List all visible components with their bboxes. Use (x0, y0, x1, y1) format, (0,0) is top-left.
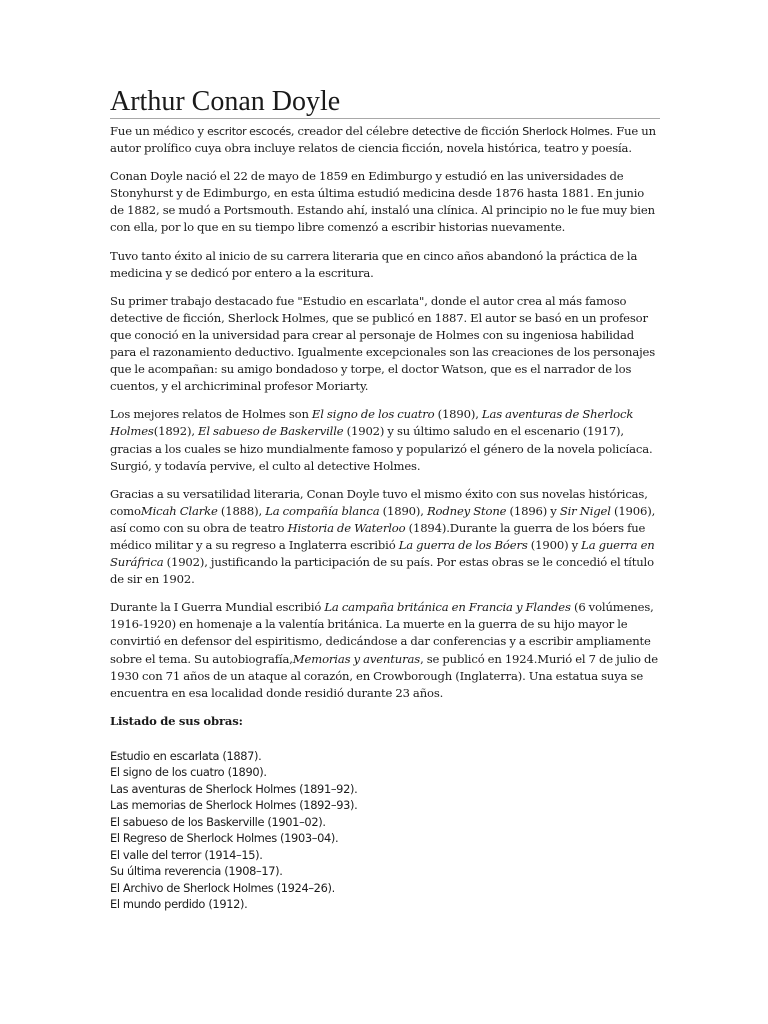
text-run: (1902), justificando la participación de su país. Por estas obras se le concedió el título de sir en 1902. (110, 555, 654, 587)
book-title: Sir Nigel (559, 503, 611, 518)
book-title: Memorias y aventuras (292, 651, 421, 666)
text-run: (1888), (217, 503, 266, 518)
intro-text: Fue un médico y (110, 124, 208, 138)
text-run: Los mejores relatos de Holmes son (110, 407, 312, 422)
first-work-paragraph: Su primer trabajo destacado fue "Estudio en escarlata", donde el autor crea al más famoso detective de ficción, Sherlock Holmes, que se publicó en 1887. El autor se basó en un profesor que conoció en la universidad para crear al personaje de Holmes con su ingeniosa habilidad para el razonamiento deductivo. Igualmente excepcionales son las creaciones de los personajes que le acompañan: su amigo bondadoso y torpe, el doctor Watson, que es el narrador de los cuentos, y el archicriminal profesor Moriarty. (110, 293, 656, 394)
text-run: (6 volúmenes, 1916-1920) en homenaje a la valentía británica. La muerte en la guerra de su hijo mayor le convirtió en defensor del espiritismo, dedicándose a dar conferencias y a escribir ampliamente sobre el tema. Su autobiografía, (110, 600, 654, 666)
book-title: Micah Clarke (140, 503, 218, 518)
book-title: El sabueso de Baskerville (198, 424, 344, 439)
intro-link-detective[interactable]: detective (411, 125, 461, 138)
works-list-item: El sabueso de los Baskerville (1901–02). (110, 814, 326, 829)
text-run: (1896) y (506, 503, 560, 518)
works-list-item: Estudio en escarlata (1887). (110, 748, 262, 763)
works-list-item: El mundo perdido (1912). (110, 897, 248, 912)
intro-link-escritor[interactable]: escritor escocés (207, 125, 291, 138)
text-run: (1902) y su último saludo en el escenario (1917), gracias a los cuales se hizo mundialmente famoso y popularizó el género de la novela policíaca. Surgió, y todavía pervive, el culto al detective Holmes. (110, 424, 653, 473)
works-heading: Listado de sus obras: (110, 713, 243, 728)
text-run: Gracias a su versatilidad literaria, Conan Doyle tuvo el mismo éxito con sus novelas históricas, como (110, 486, 648, 518)
book-title: Las aventuras de Sherlock Holmes (110, 407, 634, 439)
text-run: (1890), (379, 503, 427, 518)
book-title: La compañía blanca (265, 503, 380, 518)
book-title: La guerra de los Bóers (398, 537, 528, 552)
book-title: El signo de los cuatro (311, 407, 435, 422)
versatility-paragraph (110, 486, 660, 589)
page-title: Arthur Conan Doyle (110, 86, 660, 119)
works-list-item: El Archivo de Sherlock Holmes (1924–26). (110, 880, 335, 895)
works-list-item: El Regreso de Sherlock Holmes (1903–04). (110, 831, 339, 846)
works-list (110, 748, 660, 913)
text-run: , se publicó en 1924.Murió el 7 de julio de 1930 con 71 años de un ataque al corazón, en Crowborough (Inglaterra). Una estatua suya se encuentra en esa localidad donde residió durante 23 años. (110, 651, 658, 700)
works-list-item: El valle del terror (1914–15). (110, 847, 263, 862)
intro-paragraph (110, 123, 660, 157)
works-list-item: El signo de los cuatro (1890). (110, 765, 267, 780)
intro-link-sherlock[interactable]: Sherlock Holmes (522, 125, 610, 138)
text-run: (1906), así como con su obra de teatro (110, 503, 656, 535)
intro-text: de ficción (460, 124, 523, 138)
text-run: (1890), (434, 407, 482, 422)
book-title: La campaña británica en Francia y Flandes (324, 600, 571, 615)
text-run: Durante la I Guerra Mundial escribió (110, 600, 325, 615)
intro-text: . Fue un autor prolífico cuya obra incluye relatos de ciencia ficción, novela histórica, teatro y poesía. (110, 124, 656, 156)
works-list-item: Las aventuras de Sherlock Holmes (1891–92). (110, 781, 358, 796)
book-title: La guerra en Suráfrica (110, 537, 655, 570)
works-list-item: Las memorias de Sherlock Holmes (1892–93). (110, 798, 358, 813)
text-run: (1892), (153, 424, 199, 439)
book-title: Historia de Waterloo (287, 520, 406, 535)
document-body (110, 86, 660, 913)
birth-paragraph: Conan Doyle nació el 22 de mayo de 1859 en Edimburgo y estudió en las universidades de Stonyhurst y de Edimburgo, en esta última estudió medicina desde 1876 hasta 1881. En junio de 1882, se mudó a Portsmouth. Estando ahí, instaló una clínica. Al principio no le fue muy bien con ella, por lo que en su tiempo libre comenzó a escribir historias nuevamente. (110, 169, 655, 235)
intro-text: , creador del célebre (290, 124, 412, 138)
text-run: (1900) y (527, 537, 582, 552)
war-paragraph (110, 599, 660, 702)
works-list-item: Su última reverencia (1908–17). (110, 864, 283, 879)
text-run: (1894).Durante la guerra de los bóers fue médico militar y a su regreso a Inglaterra escribió (110, 520, 646, 552)
best-stories-paragraph (110, 406, 660, 474)
success-paragraph: Tuvo tanto éxito al inicio de su carrera literaria que en cinco años abandonó la práctica de la medicina y se dedicó por entero a la escritura. (110, 248, 638, 280)
book-title: Rodney Stone (426, 503, 507, 518)
